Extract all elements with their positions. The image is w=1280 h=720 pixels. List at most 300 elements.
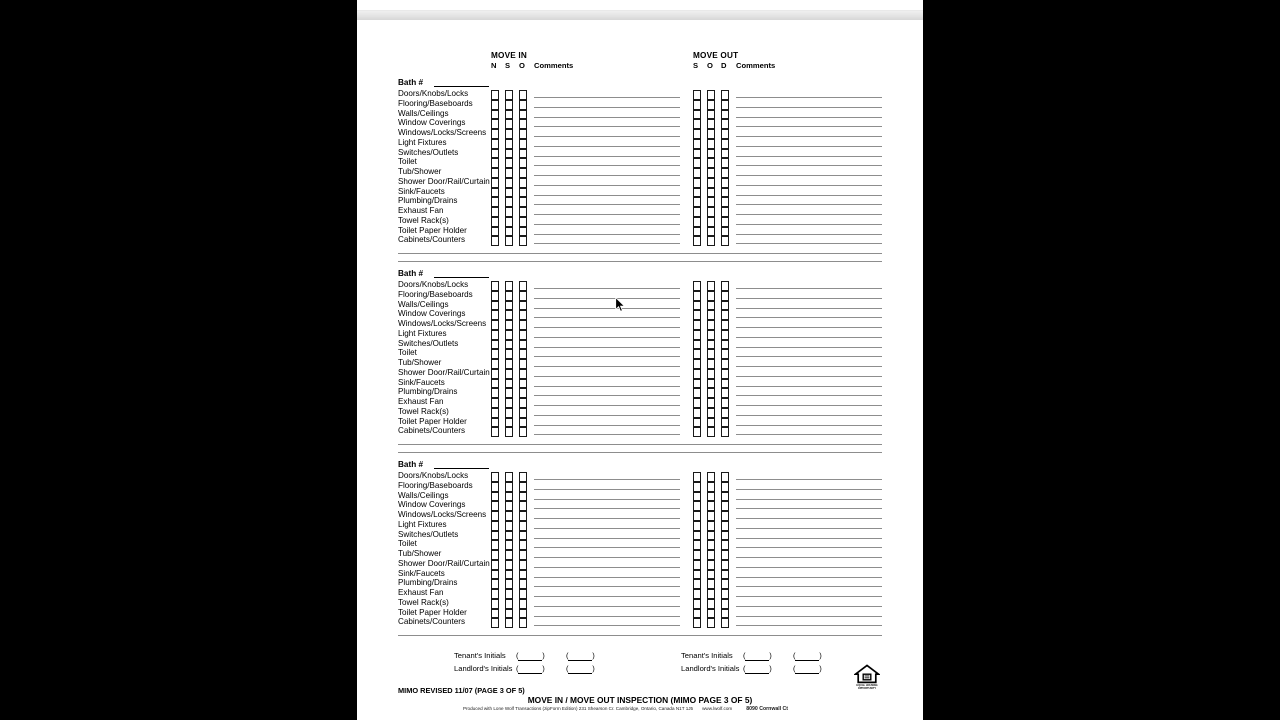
moveout-comment-line[interactable] <box>736 224 882 225</box>
checkbox[interactable] <box>519 310 527 320</box>
moveout-comment-line[interactable] <box>736 405 882 406</box>
moveout-comment-line[interactable] <box>736 195 882 196</box>
checkbox[interactable] <box>693 291 701 301</box>
movein-comment-line[interactable] <box>534 298 680 299</box>
checkbox[interactable] <box>519 521 527 531</box>
checkbox[interactable] <box>519 618 527 628</box>
checkbox[interactable] <box>491 418 499 428</box>
movein-comment-line[interactable] <box>534 616 680 617</box>
checkbox[interactable] <box>721 320 729 330</box>
checkbox[interactable] <box>519 217 527 227</box>
checkbox[interactable] <box>491 310 499 320</box>
movein-comment-line[interactable] <box>534 625 680 626</box>
moveout-comment-line[interactable] <box>736 479 882 480</box>
movein-comment-line[interactable] <box>534 347 680 348</box>
checkbox[interactable] <box>707 550 715 560</box>
movein-comment-line[interactable] <box>534 547 680 548</box>
checkbox[interactable] <box>505 359 513 369</box>
checkbox[interactable] <box>519 168 527 178</box>
checkbox[interactable] <box>707 540 715 550</box>
checkbox[interactable] <box>505 139 513 149</box>
checkbox[interactable] <box>721 90 729 100</box>
checkbox[interactable] <box>505 511 513 521</box>
checkbox[interactable] <box>693 579 701 589</box>
movein-comment-line[interactable] <box>534 405 680 406</box>
checkbox[interactable] <box>707 589 715 599</box>
movein-comment-line[interactable] <box>534 195 680 196</box>
checkbox[interactable] <box>707 531 715 541</box>
checkbox[interactable] <box>707 139 715 149</box>
checkbox[interactable] <box>519 158 527 168</box>
checkbox[interactable] <box>707 340 715 350</box>
checkbox[interactable] <box>721 599 729 609</box>
movein-comment-line[interactable] <box>534 586 680 587</box>
checkbox[interactable] <box>721 158 729 168</box>
moveout-comment-line[interactable] <box>736 616 882 617</box>
checkbox[interactable] <box>693 408 701 418</box>
checkbox[interactable] <box>693 589 701 599</box>
checkbox[interactable] <box>707 482 715 492</box>
checkbox[interactable] <box>707 560 715 570</box>
checkbox[interactable] <box>519 482 527 492</box>
moveout-comment-line[interactable] <box>736 107 882 108</box>
moveout-comment-line[interactable] <box>736 243 882 244</box>
moveout-comment-line[interactable] <box>736 547 882 548</box>
movein-comment-line[interactable] <box>534 489 680 490</box>
checkbox[interactable] <box>721 492 729 502</box>
movein-comment-line[interactable] <box>534 376 680 377</box>
movein-comment-line[interactable] <box>534 156 680 157</box>
checkbox[interactable] <box>505 379 513 389</box>
checkbox[interactable] <box>693 119 701 129</box>
checkbox[interactable] <box>707 408 715 418</box>
checkbox[interactable] <box>693 227 701 237</box>
checkbox[interactable] <box>519 492 527 502</box>
checkbox[interactable] <box>519 589 527 599</box>
checkbox[interactable] <box>491 379 499 389</box>
checkbox[interactable] <box>721 129 729 139</box>
checkbox[interactable] <box>693 149 701 159</box>
checkbox[interactable] <box>491 100 499 110</box>
checkbox[interactable] <box>721 570 729 580</box>
checkbox[interactable] <box>519 531 527 541</box>
movein-comment-line[interactable] <box>534 425 680 426</box>
checkbox[interactable] <box>721 340 729 350</box>
checkbox[interactable] <box>693 188 701 198</box>
movein-comment-line[interactable] <box>534 117 680 118</box>
checkbox[interactable] <box>721 408 729 418</box>
checkbox[interactable] <box>707 579 715 589</box>
checkbox[interactable] <box>491 119 499 129</box>
movein-comment-line[interactable] <box>534 97 680 98</box>
checkbox[interactable] <box>721 110 729 120</box>
checkbox[interactable] <box>491 531 499 541</box>
moveout-comment-line[interactable] <box>736 366 882 367</box>
checkbox[interactable] <box>519 511 527 521</box>
checkbox[interactable] <box>519 418 527 428</box>
checkbox[interactable] <box>693 310 701 320</box>
moveout-comment-line[interactable] <box>736 156 882 157</box>
checkbox[interactable] <box>721 609 729 619</box>
movein-comment-line[interactable] <box>534 557 680 558</box>
checkbox[interactable] <box>491 149 499 159</box>
moveout-comment-line[interactable] <box>736 386 882 387</box>
checkbox[interactable] <box>721 388 729 398</box>
checkbox[interactable] <box>707 359 715 369</box>
checkbox[interactable] <box>505 618 513 628</box>
checkbox[interactable] <box>505 236 513 246</box>
moveout-comment-line[interactable] <box>736 337 882 338</box>
movein-comment-line[interactable] <box>534 567 680 568</box>
checkbox[interactable] <box>693 570 701 580</box>
checkbox[interactable] <box>519 330 527 340</box>
checkbox[interactable] <box>491 90 499 100</box>
moveout-comment-line[interactable] <box>736 586 882 587</box>
checkbox[interactable] <box>693 100 701 110</box>
checkbox[interactable] <box>707 281 715 291</box>
checkbox[interactable] <box>519 197 527 207</box>
checkbox[interactable] <box>693 178 701 188</box>
checkbox[interactable] <box>721 550 729 560</box>
movein-comment-line[interactable] <box>534 415 680 416</box>
checkbox[interactable] <box>707 599 715 609</box>
checkbox[interactable] <box>491 599 499 609</box>
checkbox[interactable] <box>693 129 701 139</box>
checkbox[interactable] <box>505 492 513 502</box>
movein-comment-line[interactable] <box>534 243 680 244</box>
checkbox[interactable] <box>491 217 499 227</box>
checkbox[interactable] <box>491 472 499 482</box>
checkbox[interactable] <box>693 207 701 217</box>
initials-blank[interactable]: ( ) <box>743 664 772 673</box>
checkbox[interactable] <box>505 540 513 550</box>
checkbox[interactable] <box>707 207 715 217</box>
initials-blank[interactable]: ( ) <box>566 651 595 660</box>
moveout-comment-line[interactable] <box>736 425 882 426</box>
checkbox[interactable] <box>491 398 499 408</box>
checkbox[interactable] <box>505 589 513 599</box>
checkbox[interactable] <box>505 197 513 207</box>
section-number-blank[interactable] <box>434 86 489 87</box>
checkbox[interactable] <box>519 301 527 311</box>
checkbox[interactable] <box>721 139 729 149</box>
section-number-blank[interactable] <box>434 468 489 469</box>
checkbox[interactable] <box>721 579 729 589</box>
moveout-comment-line[interactable] <box>736 165 882 166</box>
moveout-comment-line[interactable] <box>736 376 882 377</box>
checkbox[interactable] <box>721 418 729 428</box>
checkbox[interactable] <box>491 618 499 628</box>
movein-comment-line[interactable] <box>534 214 680 215</box>
moveout-comment-line[interactable] <box>736 117 882 118</box>
moveout-comment-line[interactable] <box>736 126 882 127</box>
moveout-comment-line[interactable] <box>736 434 882 435</box>
moveout-comment-line[interactable] <box>736 298 882 299</box>
moveout-comment-line[interactable] <box>736 327 882 328</box>
checkbox[interactable] <box>693 618 701 628</box>
checkbox[interactable] <box>519 227 527 237</box>
checkbox[interactable] <box>721 540 729 550</box>
checkbox[interactable] <box>491 188 499 198</box>
checkbox[interactable] <box>505 408 513 418</box>
checkbox[interactable] <box>505 349 513 359</box>
movein-comment-line[interactable] <box>534 165 680 166</box>
moveout-comment-line[interactable] <box>736 557 882 558</box>
checkbox[interactable] <box>491 227 499 237</box>
moveout-comment-line[interactable] <box>736 204 882 205</box>
checkbox[interactable] <box>491 281 499 291</box>
checkbox[interactable] <box>519 207 527 217</box>
checkbox[interactable] <box>693 379 701 389</box>
moveout-comment-line[interactable] <box>736 136 882 137</box>
checkbox[interactable] <box>721 291 729 301</box>
checkbox[interactable] <box>519 291 527 301</box>
movein-comment-line[interactable] <box>534 308 680 309</box>
moveout-comment-line[interactable] <box>736 606 882 607</box>
checkbox[interactable] <box>707 398 715 408</box>
checkbox[interactable] <box>491 349 499 359</box>
checkbox[interactable] <box>721 227 729 237</box>
checkbox[interactable] <box>693 359 701 369</box>
checkbox[interactable] <box>707 301 715 311</box>
moveout-comment-line[interactable] <box>736 499 882 500</box>
moveout-comment-line[interactable] <box>736 395 882 396</box>
checkbox[interactable] <box>519 349 527 359</box>
checkbox[interactable] <box>693 369 701 379</box>
checkbox[interactable] <box>707 110 715 120</box>
checkbox[interactable] <box>491 540 499 550</box>
checkbox[interactable] <box>693 281 701 291</box>
checkbox[interactable] <box>707 217 715 227</box>
moveout-comment-line[interactable] <box>736 97 882 98</box>
checkbox[interactable] <box>707 320 715 330</box>
checkbox[interactable] <box>693 599 701 609</box>
checkbox[interactable] <box>505 398 513 408</box>
moveout-comment-line[interactable] <box>736 538 882 539</box>
checkbox[interactable] <box>721 217 729 227</box>
checkbox[interactable] <box>707 501 715 511</box>
movein-comment-line[interactable] <box>534 606 680 607</box>
checkbox[interactable] <box>491 129 499 139</box>
checkbox[interactable] <box>491 408 499 418</box>
checkbox[interactable] <box>707 427 715 437</box>
checkbox[interactable] <box>505 501 513 511</box>
checkbox[interactable] <box>519 119 527 129</box>
checkbox[interactable] <box>707 418 715 428</box>
checkbox[interactable] <box>505 217 513 227</box>
checkbox[interactable] <box>505 599 513 609</box>
checkbox[interactable] <box>519 379 527 389</box>
checkbox[interactable] <box>693 398 701 408</box>
checkbox[interactable] <box>491 168 499 178</box>
checkbox[interactable] <box>519 550 527 560</box>
checkbox[interactable] <box>693 492 701 502</box>
checkbox[interactable] <box>721 281 729 291</box>
moveout-comment-line[interactable] <box>736 528 882 529</box>
checkbox[interactable] <box>519 398 527 408</box>
checkbox[interactable] <box>519 100 527 110</box>
checkbox[interactable] <box>707 119 715 129</box>
checkbox[interactable] <box>491 427 499 437</box>
initials-blank[interactable]: ( ) <box>516 664 545 673</box>
checkbox[interactable] <box>721 379 729 389</box>
checkbox[interactable] <box>519 427 527 437</box>
moveout-comment-line[interactable] <box>736 508 882 509</box>
moveout-comment-line[interactable] <box>736 317 882 318</box>
checkbox[interactable] <box>721 119 729 129</box>
checkbox[interactable] <box>505 330 513 340</box>
checkbox[interactable] <box>491 330 499 340</box>
checkbox[interactable] <box>707 618 715 628</box>
checkbox[interactable] <box>505 168 513 178</box>
movein-comment-line[interactable] <box>534 596 680 597</box>
moveout-comment-line[interactable] <box>736 415 882 416</box>
checkbox[interactable] <box>693 158 701 168</box>
moveout-comment-line[interactable] <box>736 146 882 147</box>
checkbox[interactable] <box>519 281 527 291</box>
checkbox[interactable] <box>491 301 499 311</box>
checkbox[interactable] <box>693 168 701 178</box>
checkbox[interactable] <box>505 340 513 350</box>
moveout-comment-line[interactable] <box>736 356 882 357</box>
checkbox[interactable] <box>491 340 499 350</box>
movein-comment-line[interactable] <box>534 327 680 328</box>
checkbox[interactable] <box>505 418 513 428</box>
checkbox[interactable] <box>491 178 499 188</box>
checkbox[interactable] <box>721 236 729 246</box>
checkbox[interactable] <box>491 609 499 619</box>
checkbox[interactable] <box>707 178 715 188</box>
checkbox[interactable] <box>505 291 513 301</box>
checkbox[interactable] <box>693 521 701 531</box>
checkbox[interactable] <box>491 207 499 217</box>
initials-blank[interactable]: ( ) <box>566 664 595 673</box>
checkbox[interactable] <box>721 330 729 340</box>
checkbox[interactable] <box>721 618 729 628</box>
checkbox[interactable] <box>693 330 701 340</box>
checkbox[interactable] <box>721 207 729 217</box>
checkbox[interactable] <box>693 550 701 560</box>
checkbox[interactable] <box>721 501 729 511</box>
checkbox[interactable] <box>693 139 701 149</box>
checkbox[interactable] <box>721 511 729 521</box>
movein-comment-line[interactable] <box>534 288 680 289</box>
checkbox[interactable] <box>505 427 513 437</box>
moveout-comment-line[interactable] <box>736 567 882 568</box>
moveout-comment-line[interactable] <box>736 214 882 215</box>
movein-comment-line[interactable] <box>534 538 680 539</box>
movein-comment-line[interactable] <box>534 146 680 147</box>
moveout-comment-line[interactable] <box>736 596 882 597</box>
checkbox[interactable] <box>519 139 527 149</box>
movein-comment-line[interactable] <box>534 175 680 176</box>
checkbox[interactable] <box>505 207 513 217</box>
checkbox[interactable] <box>707 100 715 110</box>
checkbox[interactable] <box>707 379 715 389</box>
checkbox[interactable] <box>707 511 715 521</box>
checkbox[interactable] <box>519 408 527 418</box>
checkbox[interactable] <box>721 197 729 207</box>
checkbox[interactable] <box>707 570 715 580</box>
moveout-comment-line[interactable] <box>736 288 882 289</box>
movein-comment-line[interactable] <box>534 185 680 186</box>
checkbox[interactable] <box>721 482 729 492</box>
checkbox[interactable] <box>721 149 729 159</box>
movein-comment-line[interactable] <box>534 508 680 509</box>
checkbox[interactable] <box>505 570 513 580</box>
checkbox[interactable] <box>707 349 715 359</box>
checkbox[interactable] <box>491 501 499 511</box>
checkbox[interactable] <box>491 589 499 599</box>
checkbox[interactable] <box>505 90 513 100</box>
checkbox[interactable] <box>505 550 513 560</box>
checkbox[interactable] <box>519 472 527 482</box>
checkbox[interactable] <box>519 188 527 198</box>
checkbox[interactable] <box>693 236 701 246</box>
checkbox[interactable] <box>491 197 499 207</box>
movein-comment-line[interactable] <box>534 337 680 338</box>
checkbox[interactable] <box>519 149 527 159</box>
checkbox[interactable] <box>693 540 701 550</box>
movein-comment-line[interactable] <box>534 479 680 480</box>
checkbox[interactable] <box>505 227 513 237</box>
movein-comment-line[interactable] <box>534 136 680 137</box>
checkbox[interactable] <box>721 168 729 178</box>
checkbox[interactable] <box>693 320 701 330</box>
checkbox[interactable] <box>707 472 715 482</box>
checkbox[interactable] <box>721 427 729 437</box>
checkbox[interactable] <box>491 359 499 369</box>
checkbox[interactable] <box>505 531 513 541</box>
checkbox[interactable] <box>519 560 527 570</box>
moveout-comment-line[interactable] <box>736 175 882 176</box>
checkbox[interactable] <box>519 236 527 246</box>
checkbox[interactable] <box>505 310 513 320</box>
checkbox[interactable] <box>693 531 701 541</box>
checkbox[interactable] <box>707 521 715 531</box>
movein-comment-line[interactable] <box>534 518 680 519</box>
checkbox[interactable] <box>721 349 729 359</box>
checkbox[interactable] <box>693 110 701 120</box>
moveout-comment-line[interactable] <box>736 234 882 235</box>
checkbox[interactable] <box>693 340 701 350</box>
checkbox[interactable] <box>707 310 715 320</box>
checkbox[interactable] <box>721 398 729 408</box>
checkbox[interactable] <box>519 178 527 188</box>
checkbox[interactable] <box>693 197 701 207</box>
moveout-comment-line[interactable] <box>736 185 882 186</box>
checkbox[interactable] <box>505 188 513 198</box>
checkbox[interactable] <box>693 388 701 398</box>
movein-comment-line[interactable] <box>534 499 680 500</box>
checkbox[interactable] <box>505 482 513 492</box>
checkbox[interactable] <box>505 369 513 379</box>
checkbox[interactable] <box>693 482 701 492</box>
checkbox[interactable] <box>707 227 715 237</box>
checkbox[interactable] <box>519 570 527 580</box>
movein-comment-line[interactable] <box>534 577 680 578</box>
initials-blank[interactable]: ( ) <box>516 651 545 660</box>
checkbox[interactable] <box>491 579 499 589</box>
checkbox[interactable] <box>721 531 729 541</box>
checkbox[interactable] <box>491 521 499 531</box>
checkbox[interactable] <box>505 110 513 120</box>
checkbox[interactable] <box>721 369 729 379</box>
checkbox[interactable] <box>491 570 499 580</box>
checkbox[interactable] <box>693 511 701 521</box>
checkbox[interactable] <box>505 100 513 110</box>
checkbox[interactable] <box>491 482 499 492</box>
